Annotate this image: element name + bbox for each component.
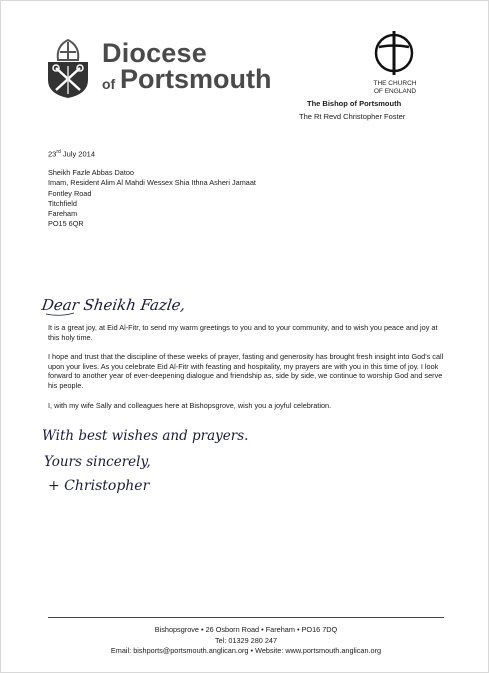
salutation-text: Dear Sheikh Fazle, [40, 296, 187, 314]
address-line: Imam, Resident Alim Al Mahdi Wessex Shia Ithna Asheri Jamaat [48, 178, 256, 188]
coe-line1: THE CHURCH [373, 80, 417, 87]
coe-line2: OF ENGLAND [373, 88, 417, 95]
address-line: PO15 6QR [48, 219, 84, 229]
portsmouth-wordmark: Portsmouth [120, 64, 272, 94]
closing-line2: Yours sincerely, [44, 454, 151, 470]
date-rest: July 2014 [60, 149, 95, 159]
footer-divider [48, 617, 444, 618]
church-of-england-label [364, 80, 426, 96]
letterhead-footer [48, 625, 444, 657]
handwritten-closing [38, 410, 298, 500]
letter-date [48, 149, 95, 159]
diocese-crest-icon [44, 38, 92, 100]
date-suffix: rd [56, 149, 61, 155]
footer-contact: Email: bishports@portsmouth.anglican.org • Website: www.portsmouth.anglican.org [110, 646, 382, 655]
body-paragraph: I hope and trust that the discipline of these weeks of prayer, fasting and generosity has brought fresh insight into God's call upon your lives. As you celebrate Eid Al-Fitr with feasting and hospitality, my prayers are with you in this time of joy. I look forward to another year of ever-deepening dialogue and friendship as, side by side, we continue to worship God and serve his people. [48, 352, 444, 390]
footer-tel: Tel: 01329 280 247 [214, 635, 278, 645]
address-line: Titchfield [48, 198, 77, 208]
address-line: Fontley Road [48, 188, 92, 198]
handwritten-salutation [40, 290, 240, 320]
body-paragraph: It is a great joy, at Eid Al-Fitr, to send my warm greetings to you and to your community, and to wish you peace and joy at this holy time. [48, 323, 438, 342]
recipient-address [48, 168, 256, 230]
address-line: Fareham [48, 209, 78, 219]
address-line: Sheikh Fazle Abbas Datoo [48, 168, 134, 177]
bishop-title: The Bishop of Portsmouth [307, 99, 402, 108]
diocese-wordmark: Diocese [102, 38, 207, 68]
signature: + Christopher [48, 478, 150, 494]
letter-body [48, 323, 448, 420]
date-day: 23 [48, 149, 57, 159]
closing-line1: With best wishes and prayers. [42, 428, 249, 444]
body-paragraph: I, with my wife Sally and colleagues here at Bishopsgrove, wish you a joyful celebration. [48, 400, 332, 410]
footer-address: Bishopsgrove • 26 Osborn Road • Fareham • PO16 7DQ [154, 625, 338, 634]
diocese-wordmark-of: of [102, 76, 116, 92]
bishop-name: The Rt Revd Christopher Foster [299, 112, 406, 121]
church-of-england-icon [371, 30, 417, 76]
